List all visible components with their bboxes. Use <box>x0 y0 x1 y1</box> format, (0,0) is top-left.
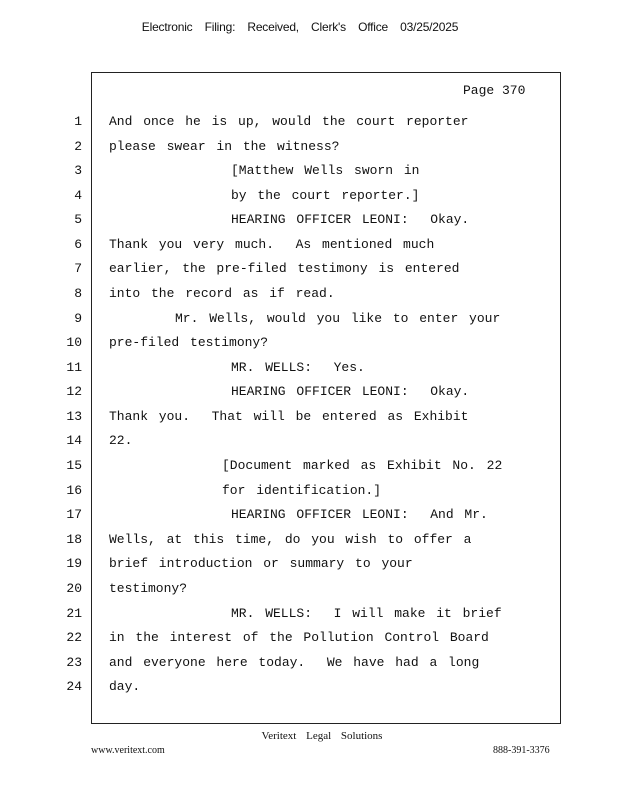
transcript-line: and everyone here today. We have had a long <box>109 655 480 670</box>
footer-website: www.veritext.com <box>91 745 165 756</box>
line-number: 4 <box>74 188 82 203</box>
transcript-line: day. <box>109 679 141 694</box>
line-number: 2 <box>74 139 82 154</box>
line-number: 24 <box>66 679 82 694</box>
line-number: 16 <box>66 483 82 498</box>
line-number: 19 <box>66 556 82 571</box>
line-number: 22 <box>66 630 82 645</box>
transcript-line: Mr. Wells, would you like to enter your <box>175 311 501 326</box>
line-number: 8 <box>74 286 82 301</box>
line-number: 5 <box>74 212 82 227</box>
line-number: 18 <box>66 532 82 547</box>
transcript-line: MR. WELLS: I will make it brief <box>231 606 502 621</box>
transcript-line: And once he is up, would the court reporter <box>109 114 469 129</box>
transcript-line: HEARING OFFICER LEONI: And Mr. <box>231 507 488 522</box>
transcript-line: Thank you. That will be entered as Exhibit <box>109 409 469 424</box>
line-number: 20 <box>66 581 82 596</box>
line-number: 15 <box>66 458 82 473</box>
line-number: 7 <box>74 261 82 276</box>
line-number: 17 <box>66 507 82 522</box>
transcript-line: pre-filed testimony? <box>109 335 269 350</box>
transcript-line: HEARING OFFICER LEONI: Okay. <box>231 212 470 227</box>
filing-stamp: Electronic Filing: Received, Clerk's Office 03/25/2025 <box>141 20 459 34</box>
transcript-line: in the interest of the Pollution Control Board <box>109 630 489 645</box>
transcript-line: brief introduction or summary to your <box>109 556 413 571</box>
transcript-line: HEARING OFFICER LEONI: Okay. <box>231 384 470 399</box>
transcript-line: [Document marked as Exhibit No. 22 <box>222 458 503 473</box>
line-number: 13 <box>66 409 82 424</box>
line-number: 1 <box>74 114 82 129</box>
transcript-line: into the record as if read. <box>109 286 335 301</box>
line-number: 14 <box>66 433 82 448</box>
transcript-line: 22. <box>109 433 133 448</box>
line-number: 21 <box>66 606 82 621</box>
transcript-line: for identification.] <box>222 483 382 498</box>
transcript-line: earlier, the pre-filed testimony is entered <box>109 261 460 276</box>
transcript-line: testimony? <box>109 581 188 596</box>
transcript-line: by the court reporter.] <box>231 188 420 203</box>
footer-phone: 888-391-3376 <box>493 745 550 756</box>
line-number: 11 <box>66 360 82 375</box>
page-number: Page 370 <box>463 83 526 98</box>
line-number: 3 <box>74 163 82 178</box>
line-number: 12 <box>66 384 82 399</box>
line-number: 10 <box>66 335 82 350</box>
line-number: 6 <box>74 237 82 252</box>
transcript-line: Wells, at this time, do you wish to offer a <box>109 532 472 547</box>
line-number: 9 <box>74 311 82 326</box>
line-number: 23 <box>66 655 82 670</box>
footer-company-name: Veritext Legal Solutions <box>261 730 383 742</box>
transcript-line: [Matthew Wells sworn in <box>231 163 420 178</box>
transcript-line: please swear in the witness? <box>109 139 340 154</box>
transcript-line: MR. WELLS: Yes. <box>231 360 365 375</box>
transcript-line: Thank you very much. As mentioned much <box>109 237 435 252</box>
